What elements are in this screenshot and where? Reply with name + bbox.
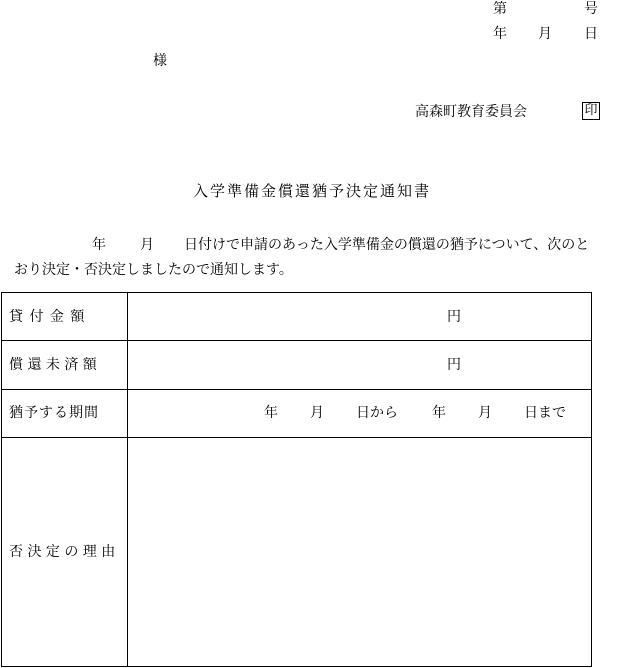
issuer-name: 高森町教育委員会 — [415, 104, 527, 120]
recipient-suffix: 様 — [153, 53, 167, 69]
body-date-year: 年 — [92, 237, 106, 253]
table-border-right — [591, 292, 592, 667]
deferral-to-year: 年 — [432, 405, 446, 421]
body-date-month: 月 — [140, 237, 154, 253]
table-border-left — [1, 292, 2, 667]
issue-date-month: 月 — [538, 26, 552, 42]
table-border-top — [1, 292, 592, 293]
issue-date-year: 年 — [493, 26, 507, 42]
loan-amount-unit: 円 — [447, 309, 461, 325]
document-title: 入学準備金償還猶予決定通知書 — [192, 182, 431, 200]
document-number-suffix: 号 — [584, 1, 598, 17]
issue-date-day: 日 — [584, 26, 598, 42]
unpaid-balance-unit: 円 — [447, 357, 461, 373]
table-border-bottom — [1, 666, 592, 667]
document-number-prefix: 第 — [493, 1, 507, 17]
table-row-divider — [1, 340, 592, 341]
deferral-from-day: 日から — [356, 405, 398, 421]
table-row-divider — [1, 437, 592, 438]
body-line-1: 日付けで申請のあった入学準備金の償還の猶予について、次のと — [184, 237, 590, 253]
unpaid-balance-label: 償 還 未 済 額 — [9, 357, 97, 373]
deferral-period-label: 猶予する期間 — [9, 405, 99, 421]
body-line-2: おり決定・否決定しましたので通知します。 — [14, 262, 293, 278]
deferral-to-month: 月 — [478, 405, 492, 421]
deferral-from-year: 年 — [264, 405, 278, 421]
loan-amount-label: 貸 付 金 額 — [9, 309, 86, 325]
seal-stamp: 印 — [582, 102, 600, 120]
deferral-to-day: 日まで — [524, 405, 566, 421]
deferral-from-month: 月 — [310, 405, 324, 421]
rejection-reason-label: 否 決 定 の 理 由 — [9, 544, 116, 560]
table-row-divider — [1, 389, 592, 390]
table-column-divider — [127, 292, 128, 667]
